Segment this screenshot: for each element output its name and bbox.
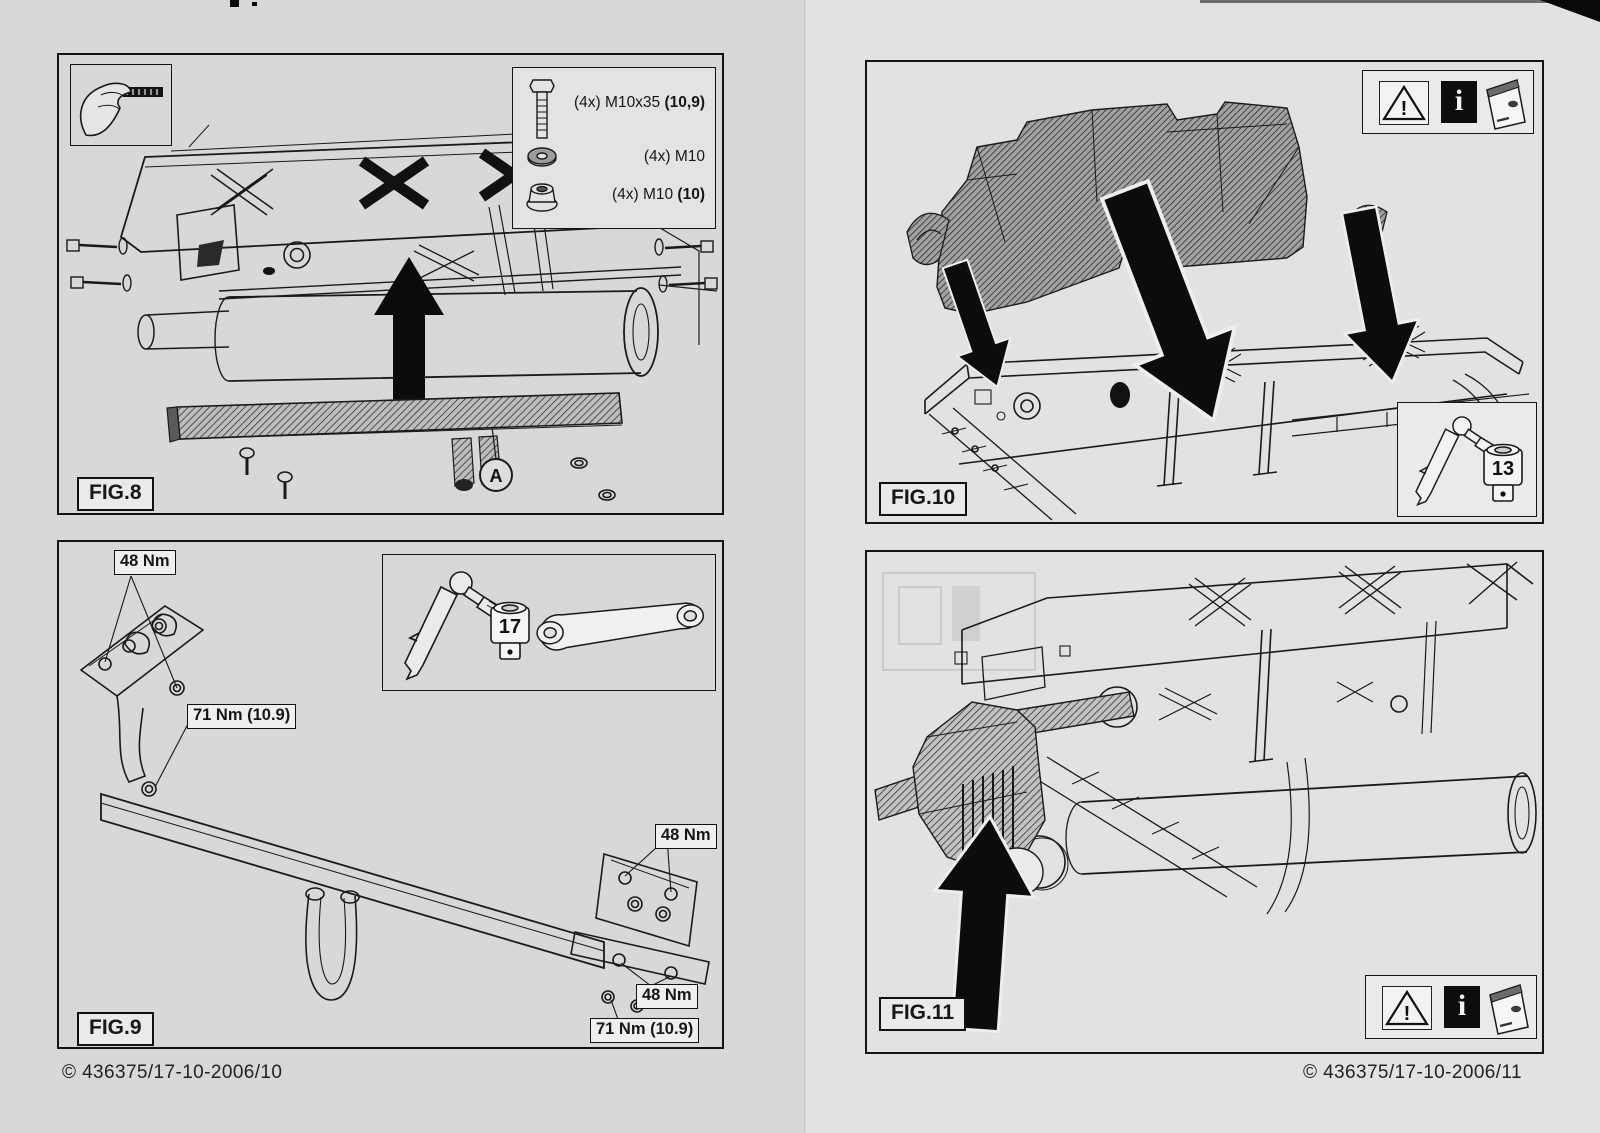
socket-13-icon bbox=[1484, 445, 1522, 502]
tools-illustration bbox=[1398, 403, 1536, 516]
hand-bolt-icon bbox=[71, 65, 171, 145]
fig8-parts-box bbox=[512, 67, 716, 229]
torque-wrench-icon bbox=[405, 572, 502, 679]
tools-illustration bbox=[383, 555, 715, 690]
socket-size-label: 13 bbox=[1491, 458, 1515, 480]
manual-book-icon bbox=[1486, 979, 1532, 1035]
scan-artifact bbox=[1200, 0, 1600, 3]
scan-artifact bbox=[230, 0, 239, 7]
torque-label: 71 Nm (10.9) bbox=[187, 704, 296, 729]
figure-11-panel bbox=[865, 550, 1544, 1054]
part-qty: (4x) bbox=[611, 186, 639, 203]
part-grade: (10,9) bbox=[664, 94, 705, 111]
torque-label: 48 Nm bbox=[114, 550, 176, 575]
figure-9-label: FIG.9 bbox=[77, 1012, 154, 1046]
info-icon: i bbox=[1441, 81, 1477, 123]
down-arrow-right bbox=[1322, 203, 1430, 390]
socket-17-icon bbox=[491, 603, 529, 660]
part-spec: M10 bbox=[642, 186, 674, 203]
parts-row-bolt bbox=[574, 94, 705, 112]
warning-glyph: ! bbox=[1400, 98, 1408, 120]
nut-icon bbox=[527, 184, 557, 211]
fig11-icons-box bbox=[1365, 975, 1537, 1039]
warning-icon bbox=[1379, 81, 1429, 125]
part-spec: M10x35 bbox=[605, 94, 661, 111]
warning-glyph: ! bbox=[1403, 1003, 1411, 1025]
footer-right: © 436375/17-10-2006/11 bbox=[1303, 1062, 1522, 1083]
bolt-icon bbox=[525, 76, 559, 216]
manual-book-icon bbox=[1483, 74, 1529, 130]
ring-wrench-icon bbox=[536, 602, 705, 651]
washer-icon bbox=[528, 148, 556, 166]
page-seam bbox=[804, 0, 807, 1133]
part-grade: (10) bbox=[677, 186, 705, 203]
torque-label: 71 Nm (10.9) bbox=[590, 1018, 699, 1043]
torque-label: 48 Nm bbox=[636, 984, 698, 1009]
fig8-hand-inset bbox=[70, 64, 172, 146]
warning-icon bbox=[1382, 986, 1432, 1030]
callout-a-label: A bbox=[489, 466, 503, 486]
fig9-tools-box bbox=[382, 554, 716, 691]
info-icon: i bbox=[1444, 986, 1480, 1028]
scan-artifact bbox=[252, 2, 257, 6]
figure-11-label: FIG.11 bbox=[879, 997, 966, 1031]
figure-8-panel bbox=[57, 53, 724, 515]
fig10-icons-box bbox=[1362, 70, 1534, 134]
torque-label: 48 Nm bbox=[655, 824, 717, 849]
parts-row-washer bbox=[644, 148, 705, 166]
fig10-tools-box bbox=[1397, 402, 1537, 517]
figure-8-label: FIG.8 bbox=[77, 477, 154, 511]
part-spec: M10 bbox=[674, 148, 705, 165]
part-qty: (4x) bbox=[574, 94, 601, 111]
figure-9-panel bbox=[57, 540, 724, 1049]
socket-size-label: 17 bbox=[498, 616, 522, 638]
footer-left: © 436375/17-10-2006/10 bbox=[62, 1062, 283, 1083]
figure-10-panel bbox=[865, 60, 1544, 524]
parts-row-nut bbox=[612, 186, 705, 204]
figure-10-label: FIG.10 bbox=[879, 482, 967, 516]
part-qty: (4x) bbox=[643, 148, 671, 165]
